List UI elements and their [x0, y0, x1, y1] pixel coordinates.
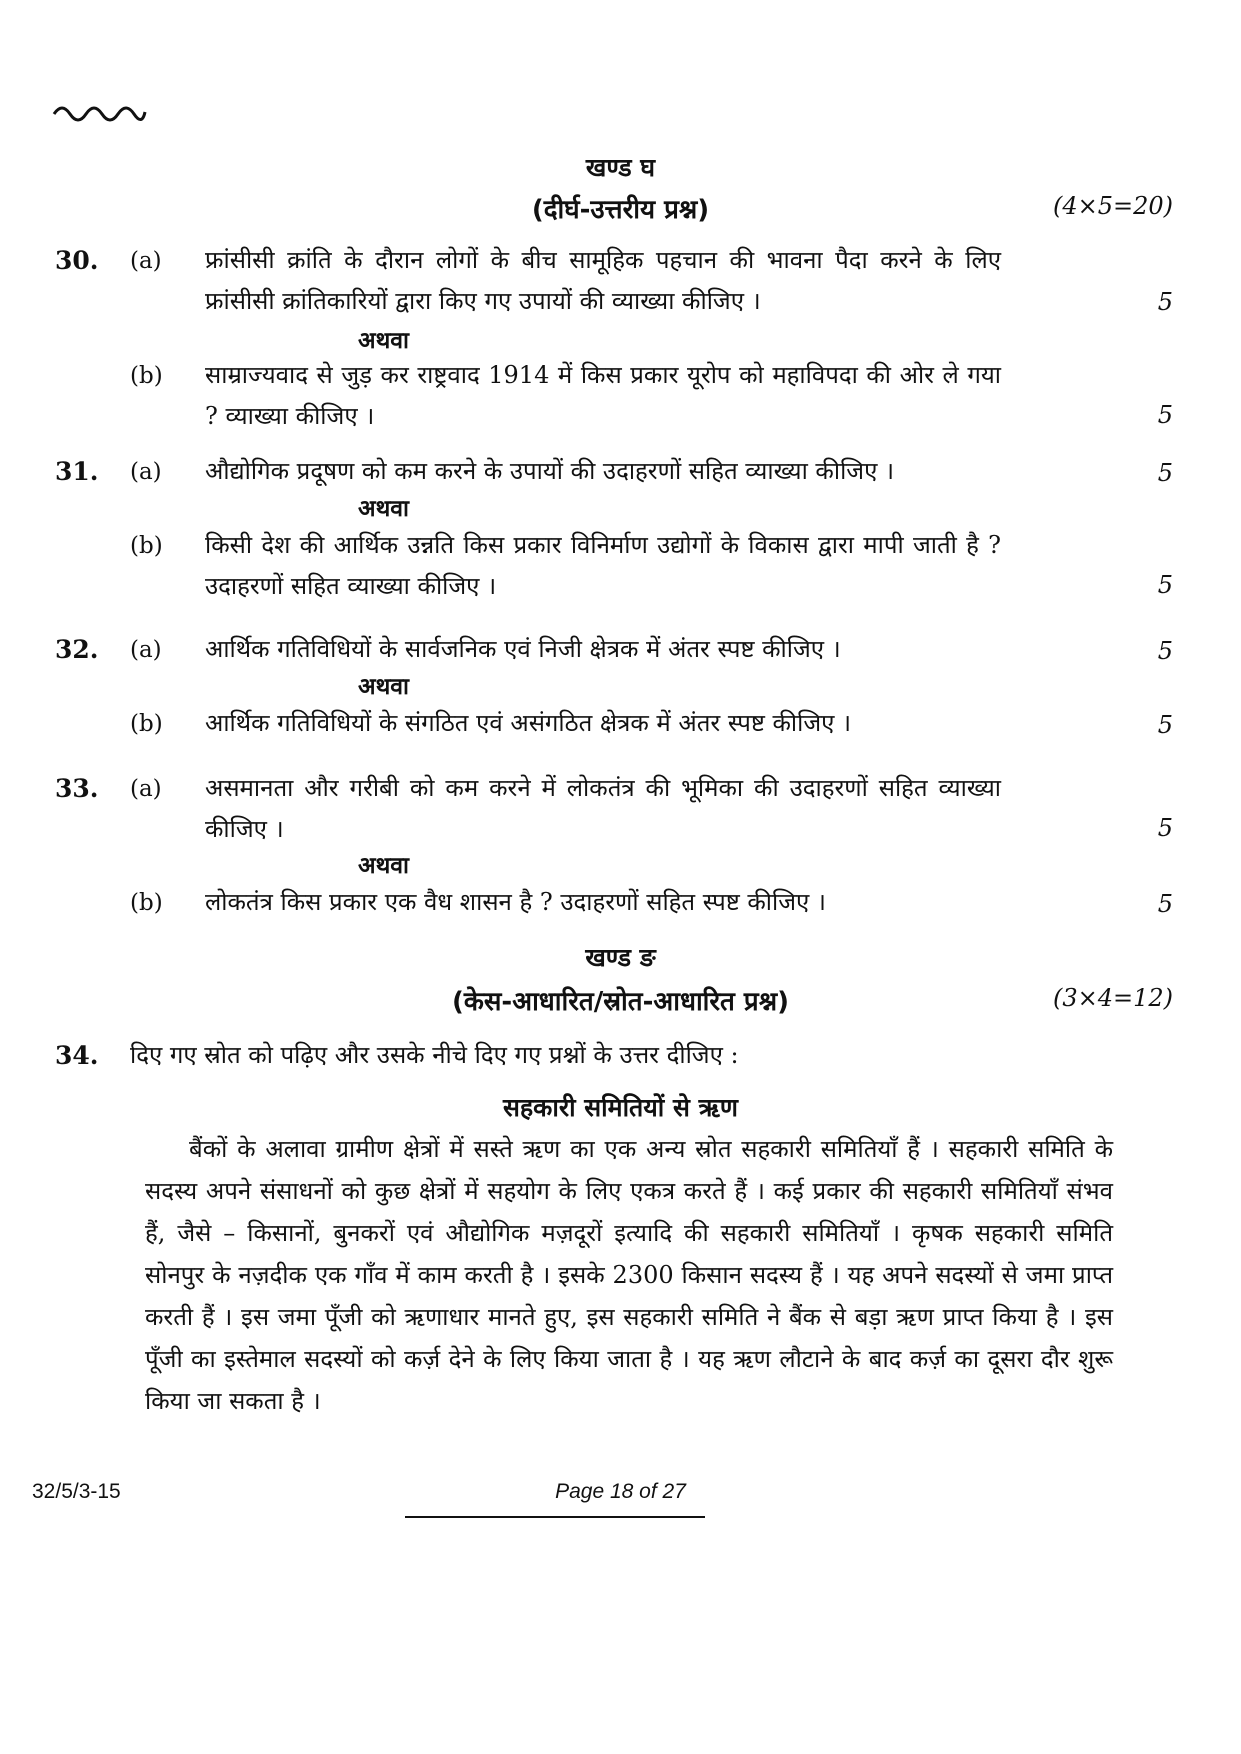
question-number: 30.	[55, 246, 99, 275]
option-label: (a)	[130, 459, 162, 485]
section-e-marks: (3×4=12)	[1052, 984, 1173, 1012]
page-number: Page 18 of 27	[555, 1480, 686, 1503]
section-d-subtitle: (दीर्घ-उत्तरीय प्रश्न)	[531, 195, 710, 225]
option-label: (b)	[130, 711, 163, 737]
question-text: आर्थिक गतिविधियों के संगठित एवं असंगठित क्षेत्रक में अंतर स्पष्ट कीजिए ।	[205, 709, 852, 737]
question-marks: 5	[1157, 401, 1173, 429]
option-label: (a)	[130, 248, 162, 274]
question-text: किसी देश की आर्थिक उन्नति किस प्रकार विनिर्माण उद्योगों के विकास द्वारा मापी जाती है ? उदाहरणों सहित व्याख्या कीजिए ।	[205, 531, 1001, 600]
source-title: सहकारी समितियों से ऋण	[503, 1093, 738, 1122]
question-text: असमानता और गरीबी को कम करने में लोकतंत्र की भूमिका की उदाहरणों सहित व्याख्या कीजिए ।	[205, 774, 1001, 843]
header-wave-mark	[52, 96, 147, 126]
option-label: (b)	[130, 533, 163, 559]
option-label: (a)	[130, 637, 162, 663]
section-e-title: खण्ड ङ	[585, 943, 656, 972]
question-marks: 5	[1157, 637, 1173, 665]
question-text: औद्योगिक प्रदूषण को कम करने के उपायों की उदाहरणों सहित व्याख्या कीजिए ।	[205, 457, 895, 485]
question-text: लोकतंत्र किस प्रकार एक वैध शासन है ? उदाहरणों सहित स्पष्ट कीजिए ।	[205, 888, 827, 916]
section-d-marks: (4×5=20)	[1052, 192, 1173, 220]
question-number: 33.	[55, 774, 99, 803]
section-d-title: खण्ड घ	[585, 153, 656, 182]
question-marks: 5	[1157, 288, 1173, 316]
question-number: 32.	[55, 635, 99, 664]
question-marks: 5	[1157, 814, 1173, 842]
source-passage: बैंकों के अलावा ग्रामीण क्षेत्रों में सस्ते ऋण का एक अन्य स्रोत सहकारी समितियाँ हैं । सहकारी समिति के सदस्य अपने संसाधनों को कुछ क्षेत्रों में सहयोग के लिए एकत्र करते हैं । कई प्रकार की सहकारी समितियाँ संभव हैं, जैसे – किसानों, बुनकरों एवं औद्योगिक मज़दूरों इत्यादि की सहकारी समितियाँ । कृषक सहकारी समिति सोनपुर के नज़दीक एक गाँव में काम करती है । इसके 2300 किसान सदस्य हैं । यह अपने सदस्यों से जमा प्राप्त करती हैं । इस जमा पूँजी को ऋणाधार मानते हुए, इस सहकारी समिति ने बैंक से बड़ा ऋण प्राप्त किया है । इस पूँजी का इस्तेमाल सदस्यों को कर्ज़ देने के लिए किया जाता है । यह ऋण लौटाने के बाद कर्ज़ का दूसरा दौर शुरू किया जा सकता है ।	[145, 1135, 1113, 1415]
question-marks: 5	[1157, 571, 1173, 599]
or-label: अथवा	[358, 328, 410, 354]
question-text: साम्राज्यवाद से जुड़ कर राष्ट्रवाद 1914 में किस प्रकार यूरोप को महाविपदा की ओर ले गया ? व्याख्या कीजिए ।	[205, 361, 1001, 430]
footer-rule	[405, 1516, 705, 1518]
option-label: (a)	[130, 776, 162, 802]
or-label: अथवा	[358, 674, 410, 700]
or-label: अथवा	[358, 853, 410, 879]
question-marks: 5	[1157, 711, 1173, 739]
section-e-subtitle: (केस-आधारित/स्रोत-आधारित प्रश्न)	[452, 987, 789, 1017]
option-label: (b)	[130, 890, 163, 916]
question-text: फ्रांसीसी क्रांति के दौरान लोगों के बीच सामूहिक पहचान की भावना पैदा करने के लिए फ्रांसीसी क्रांतिकारियों द्वारा किए गए उपायों की व्याख्या कीजिए ।	[205, 246, 1001, 315]
question-text: आर्थिक गतिविधियों के सार्वजनिक एवं निजी क्षेत्रक में अंतर स्पष्ट कीजिए ।	[205, 635, 841, 663]
question-number: 34.	[55, 1041, 99, 1070]
question-instruction: दिए गए स्रोत को पढ़िए और उसके नीचे दिए गए प्रश्नों के उत्तर दीजिए :	[130, 1041, 739, 1069]
or-label: अथवा	[358, 496, 410, 522]
wave-icon	[52, 96, 147, 126]
question-marks: 5	[1157, 459, 1173, 487]
option-label: (b)	[130, 363, 163, 389]
paper-code: 32/5/3-15	[32, 1480, 121, 1503]
question-number: 31.	[55, 457, 99, 486]
question-marks: 5	[1157, 890, 1173, 918]
